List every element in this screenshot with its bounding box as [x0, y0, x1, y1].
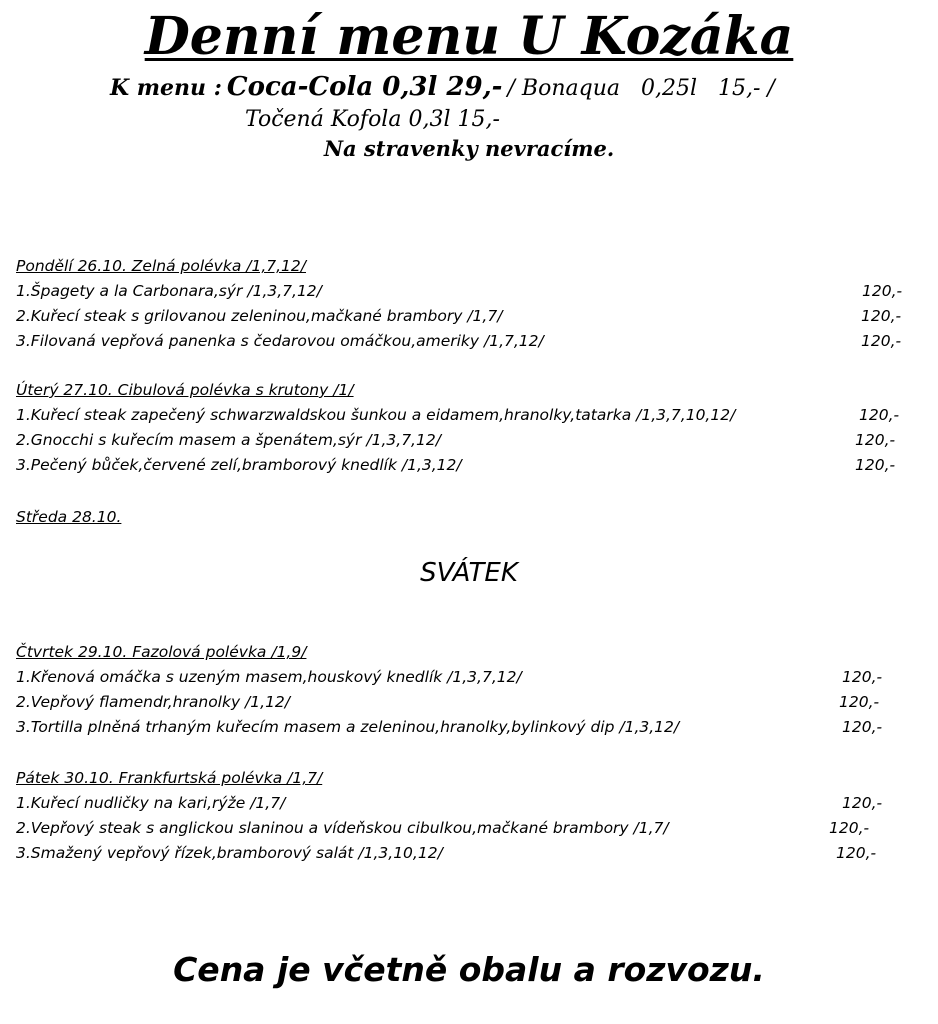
- menu-item-price: 120,-: [836, 844, 877, 862]
- kofola-offer: Točená Kofola 0,3l 15,-: [245, 107, 500, 132]
- menu-item: [16, 279, 916, 304]
- day-heading: Úterý 27.10. Cibulová polévka s krutony /1/: [16, 381, 354, 399]
- day-wednesday: [16, 505, 916, 530]
- menu-item: [16, 665, 916, 690]
- menu-item-price: 120,-: [839, 693, 880, 711]
- menu-item-price: 120,-: [855, 456, 896, 474]
- menu-item-price: 120,-: [842, 718, 883, 736]
- day-heading: Pátek 30.10. Frankfurtská polévka /1,7/: [16, 769, 323, 787]
- menu-item-price: 120,-: [861, 307, 902, 325]
- holiday-label: SVÁTEK: [420, 558, 518, 588]
- menu-item: [16, 403, 916, 428]
- menu-item: [16, 715, 916, 740]
- day-thursday: [16, 640, 916, 740]
- menu-item-text: 1.Křenová omáčka s uzeným masem,houskový knedlík /1,3,7,12/: [16, 668, 522, 686]
- k-menu-label: K menu :: [110, 75, 222, 101]
- menu-item: [16, 841, 916, 866]
- menu-item-text: 1.Kuřecí steak zapečený schwarzwaldskou šunkou a eidamem,hranolky,tatarka /1,3,7,10,12/: [16, 406, 736, 424]
- menu-item: [16, 304, 916, 329]
- menu-item: [16, 690, 916, 715]
- day-heading: Pondělí 26.10. Zelná polévka /1,7,12/: [16, 257, 306, 275]
- voucher-note: Na stravenky nevracíme.: [323, 136, 615, 161]
- menu-item-text: 2.Vepřový flamendr,hranolky /1,12/: [16, 693, 291, 711]
- menu-item-price: 120,-: [842, 794, 883, 812]
- menu-item-price: 120,-: [861, 332, 902, 350]
- day-monday: [16, 254, 916, 354]
- menu-item-price: 120,-: [862, 282, 903, 300]
- day-heading: Čtvrtek 29.10. Fazolová polévka /1,9/: [16, 643, 307, 661]
- menu-item: [16, 428, 916, 453]
- menu-item-text: 2.Vepřový steak s anglickou slaninou a vídeňskou cibulkou,mačkané brambory /1,7/: [16, 819, 669, 837]
- menu-item-text: 2.Gnocchi s kuřecím masem a špenátem,sýr /1,3,7,12/: [16, 431, 441, 449]
- menu-item-text: 1.Kuřecí nudličky na kari,rýže /1,7/: [16, 794, 286, 812]
- menu-item: [16, 453, 916, 478]
- menu-title: Denní menu U Kozáka: [144, 6, 794, 67]
- menu-item-text: 1.Špagety a la Carbonara,sýr /1,3,7,12/: [16, 282, 322, 300]
- menu-item-price: 120,-: [842, 668, 883, 686]
- menu-item-text: 3.Tortilla plněná trhaným kuřecím masem a zeleninou,hranolky,bylinkový dip /1,3,12/: [16, 718, 680, 736]
- coca-cola-offer: Coca-Cola 0,3l 29,-: [226, 72, 503, 102]
- bonaqua-offer: / Bonaqua 0,25l 15,- /: [507, 76, 775, 101]
- menu-item-text: 3.Pečený bůček,červené zelí,bramborový knedlík /1,3,12/: [16, 456, 462, 474]
- menu-item: [16, 816, 916, 841]
- price-footer-note: Cena je včetně obalu a rozvozu.: [173, 950, 765, 989]
- drinks-line: [110, 72, 775, 102]
- menu-item: [16, 329, 916, 354]
- menu-item-price: 120,-: [855, 431, 896, 449]
- menu-item-text: 3.Smažený vepřový řízek,bramborový salát /1,3,10,12/: [16, 844, 443, 862]
- menu-item-price: 120,-: [859, 406, 900, 424]
- menu-item-text: 3.Filovaná vepřová panenka s čedarovou omáčkou,ameriky /1,7,12/: [16, 332, 544, 350]
- day-friday: [16, 766, 916, 866]
- menu-item: [16, 791, 916, 816]
- menu-item-text: 2.Kuřecí steak s grilovanou zeleninou,mačkané brambory /1,7/: [16, 307, 503, 325]
- day-tuesday: [16, 378, 916, 478]
- day-heading: Středa 28.10.: [16, 508, 122, 526]
- menu-item-price: 120,-: [829, 819, 870, 837]
